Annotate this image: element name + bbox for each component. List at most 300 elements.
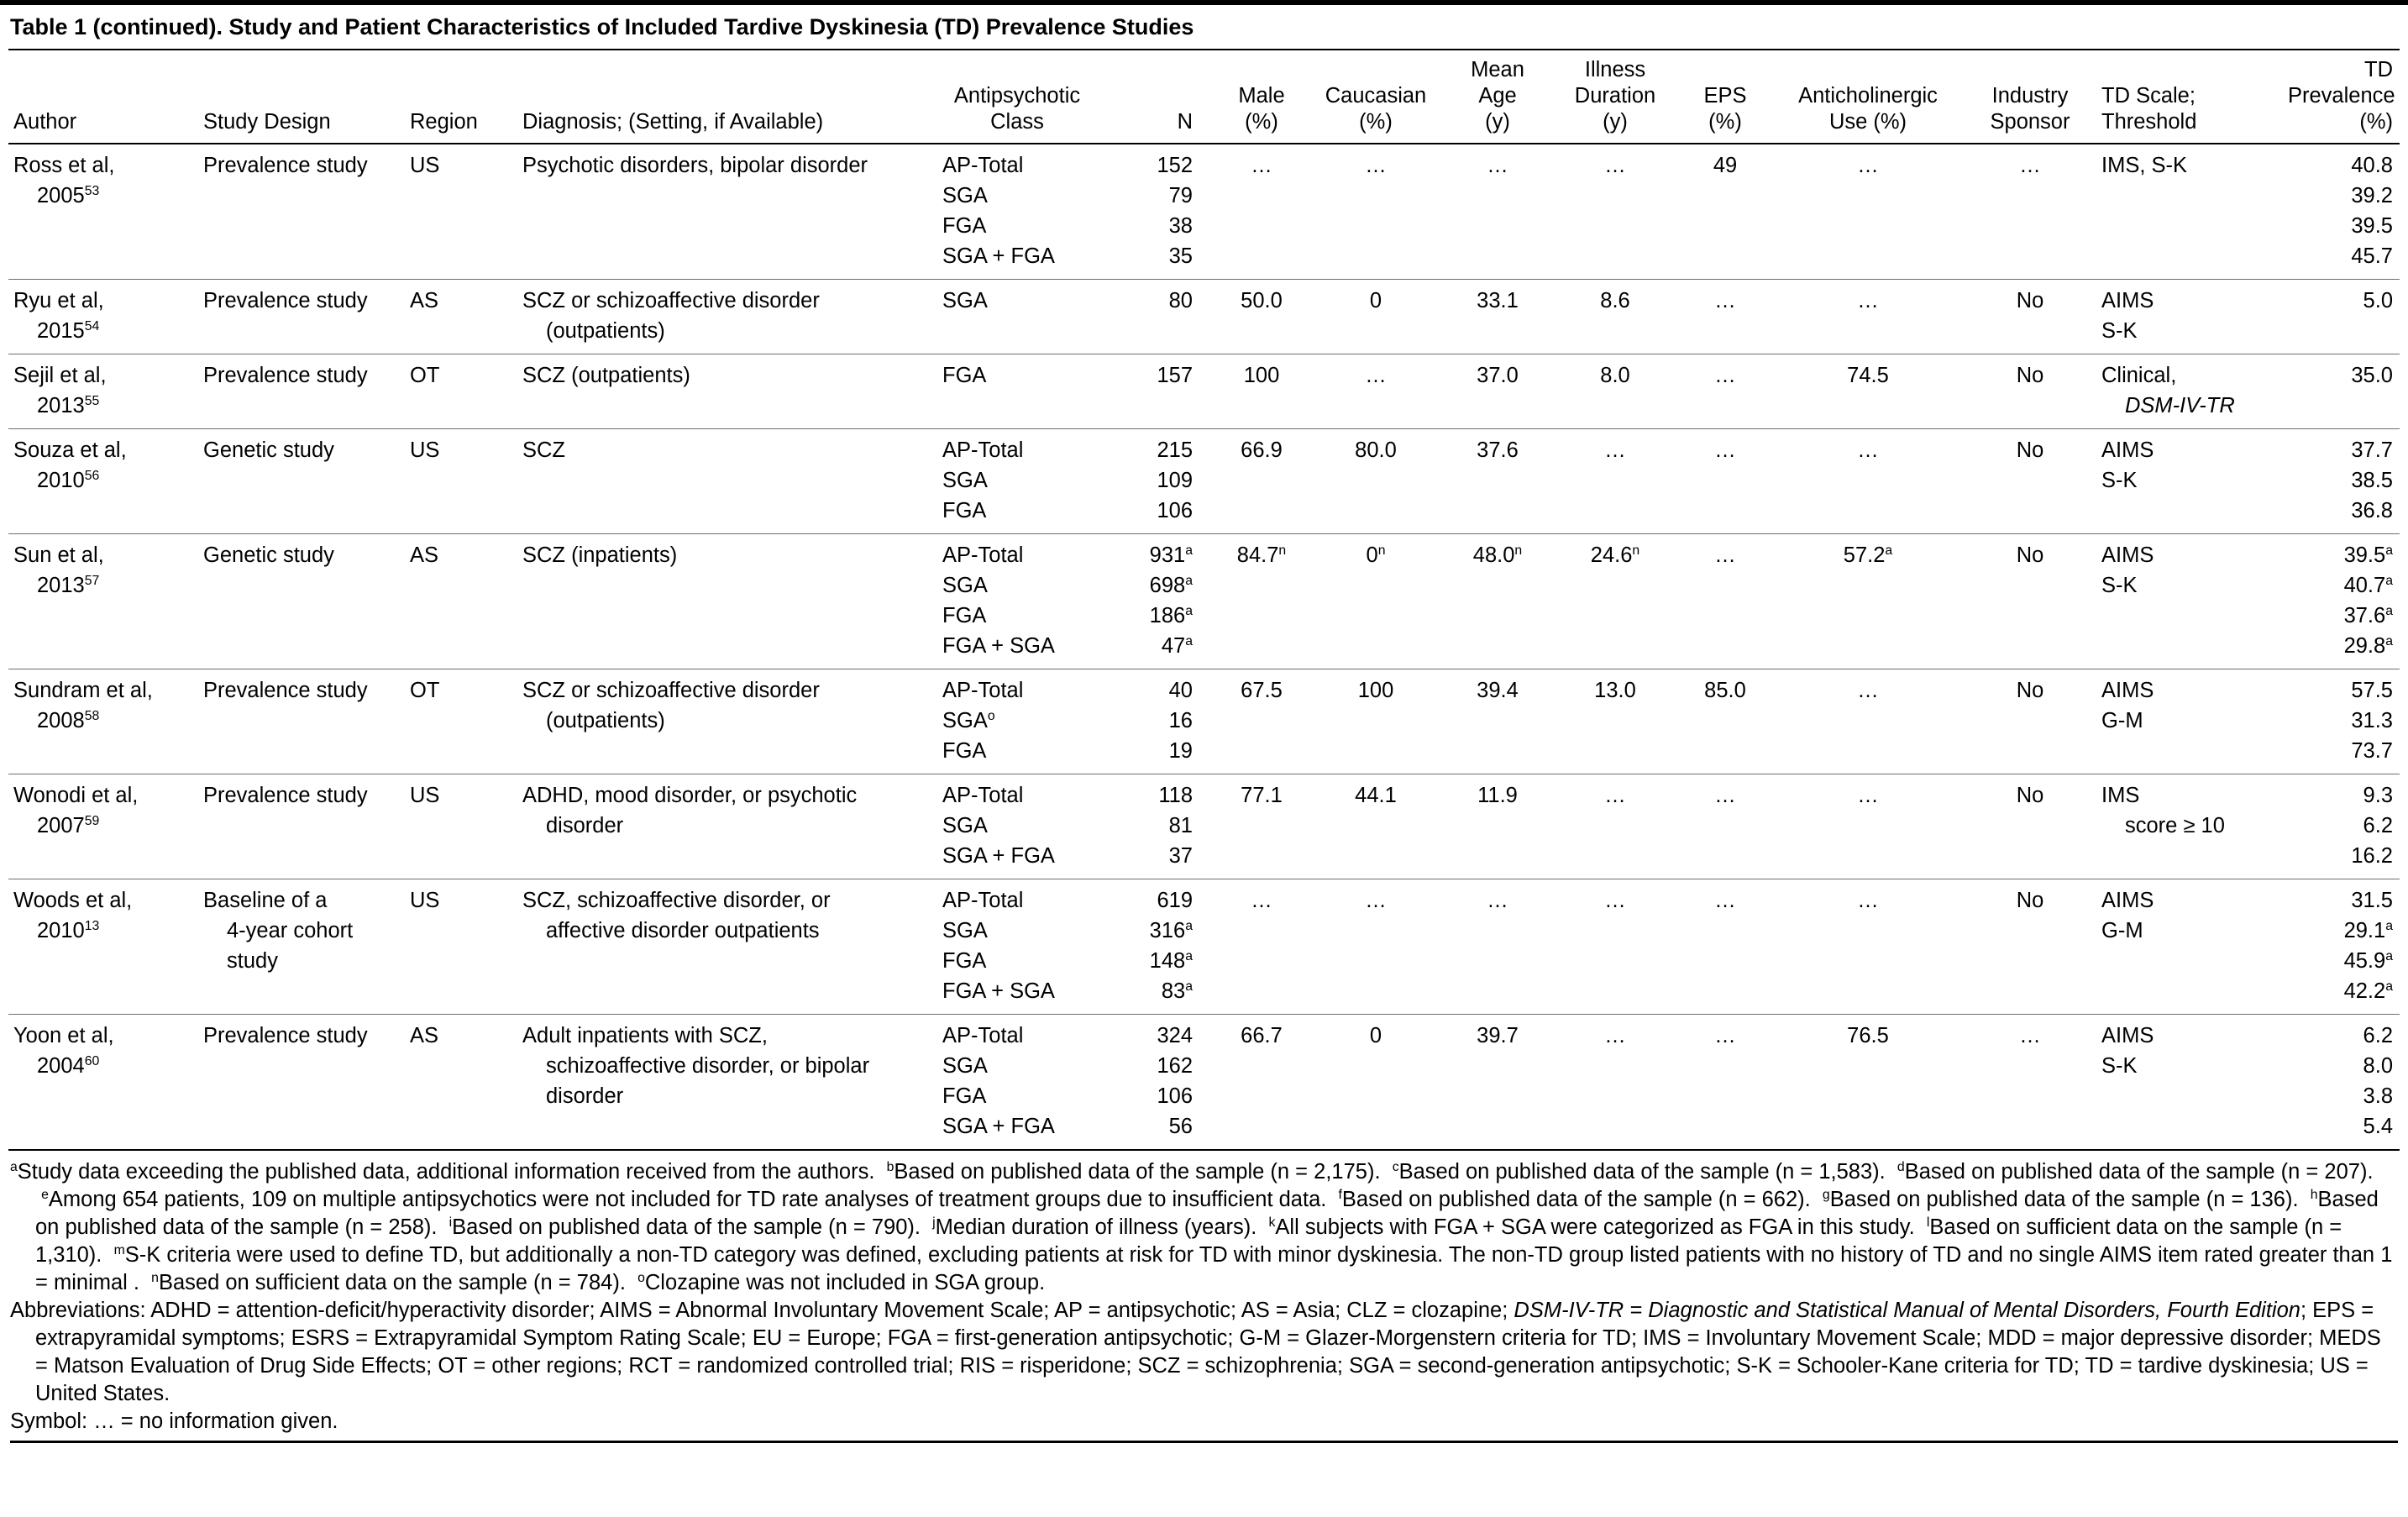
cell-ap-class [937,144,1097,280]
cell-mean-age [1443,534,1552,669]
cell-line: ADHD, mood disorder, or psychotic [522,784,858,807]
cell-region [405,429,517,534]
cell-n [1097,669,1214,774]
table-title: Table 1 (continued). Study and Patient Characteristics of Included Tardive Dyskinesia (TD) Prevalence Studies [8,5,2400,50]
cell-industry [1964,354,2096,429]
cell-line: Prevalence study [203,154,368,177]
cell-caucasian [1309,879,1443,1015]
cell-industry [1964,1015,2096,1151]
cell-line: 47$^a$ [1161,634,1193,658]
cell-line: TD Scale; [2101,84,2196,108]
cell-line: disorder [546,814,624,837]
cell-line: IMS [2101,784,2140,807]
cell-ap-class [937,534,1097,669]
cell-n [1097,280,1214,354]
cell-line: SCZ [522,438,565,462]
cell-line: 8.0 [1600,364,1630,387]
cell-caucasian [1309,534,1443,669]
cell-line: Wonodi et al, [13,784,139,807]
cell-td-scale [2096,144,2283,280]
cell-n [1097,144,1214,280]
cell-line: … [2019,154,2041,177]
cell-td-prevalence [2283,774,2400,879]
cell-td-prevalence [2283,879,2400,1015]
cell-line: Clinical, [2101,364,2177,387]
cell-line: Caucasian [1325,84,1427,108]
cell-line: 39.5$^a$ [2343,543,2393,567]
cell-line: AS [410,1024,439,1047]
cell-ap-class [937,354,1097,429]
cell-line: Class [990,110,1044,134]
cell-line: … [1251,154,1272,177]
cell-line: study [227,949,278,973]
cell-line: … [1714,889,1736,912]
cell-line: Genetic study [203,438,334,462]
cell-line: … [1714,784,1736,807]
cell-line: 39.4 [1477,679,1519,702]
column-header-anticholinergic [1772,50,1964,144]
column-header-design [198,50,405,144]
cell-line: 316$^a$ [1149,919,1193,942]
cell-line: 16 [1168,709,1193,732]
cell-line: Use (%) [1828,110,1907,134]
cell-line: AP-Total [942,154,1024,177]
cell-line: S-K [2101,1054,2138,1078]
cell-industry [1964,774,2096,879]
table-body [8,144,2400,1150]
cell-line: score ≥ 10 [2125,814,2225,837]
cell-line: 37.6$^a$ [2343,604,2393,627]
cell-illness-duration [1552,1015,1678,1151]
cell-line: 19 [1168,739,1193,763]
cell-line: SGA + FGA [942,1115,1055,1138]
table-header [8,50,2400,144]
cell-line: SGA [942,1054,988,1078]
cell-illness-duration [1552,774,1678,879]
cell-line: SGA [942,184,988,207]
cell-line: Threshold [2101,110,2197,134]
column-header-mean-age [1443,50,1552,144]
column-header-industry [1964,50,2096,144]
cell-design [198,144,405,280]
cell-design [198,534,405,669]
cell-line: 79 [1168,184,1193,207]
cell-line: Yoon et al, [13,1024,114,1047]
cell-td-prevalence [2283,669,2400,774]
cell-line: No [2016,679,2044,702]
cell-line: SCZ (outpatients) [522,364,690,387]
cell-industry [1964,280,2096,354]
cell-line: 152 [1157,154,1193,177]
column-header-td-scale [2096,50,2283,144]
cell-line: 2010$^{13}$ [37,919,100,942]
cell-line: Duration [1574,84,1656,108]
cell-line: … [1604,889,1626,912]
cell-diagnosis [517,534,937,669]
study-row-7 [8,774,2400,879]
cell-td-prevalence [2283,144,2400,280]
cell-design [198,879,405,1015]
cell-line: 2015$^{54}$ [37,319,100,343]
cell-line: … [1487,154,1508,177]
cell-illness-duration [1552,669,1678,774]
cell-line: Illness [1584,58,1646,81]
cell-line: Sponsor [1990,110,2070,134]
cell-line: FGA [942,499,987,522]
cell-line: 49 [1713,154,1738,177]
cell-region [405,280,517,354]
cell-region [405,1015,517,1151]
cell-line: Ryu et al, [13,289,104,312]
cell-line: AP-Total [942,784,1024,807]
cell-anticholinergic [1772,1015,1964,1151]
cell-td-scale [2096,879,2283,1015]
cell-line: AS [410,289,439,312]
cell-eps [1678,354,1772,429]
cell-line: … [1251,889,1272,912]
cell-mean-age [1443,774,1552,879]
cell-design [198,774,405,879]
cell-line: SGA + FGA [942,244,1055,268]
cell-industry [1964,144,2096,280]
cell-line: No [2016,438,2044,462]
cell-line: AIMS [2101,1024,2154,1047]
cell-line: AIMS [2101,543,2154,567]
cell-line: (%) [1359,110,1393,134]
cell-line: Sun et al, [13,543,104,567]
cell-line: 2008$^{58}$ [37,709,100,732]
cell-line: 100 [1357,679,1394,702]
cell-industry [1964,429,2096,534]
cell-eps [1678,669,1772,774]
cell-line: 36.8 [2351,499,2393,522]
cell-line: (y) [1485,110,1510,134]
cell-line: Sundram et al, [13,679,153,702]
cell-line: … [1714,543,1736,567]
cell-line: Region [410,110,478,134]
cell-line: 40.8 [2351,154,2393,177]
cell-line: 42.2$^a$ [2343,979,2393,1003]
cell-illness-duration [1552,879,1678,1015]
cell-caucasian [1309,429,1443,534]
cell-line: … [1365,154,1387,177]
cell-line: … [1857,289,1879,312]
column-header-n [1097,50,1214,144]
cell-line: affective disorder outpatients [546,919,820,942]
cell-line: 29.1$^a$ [2343,919,2393,942]
cell-line: 698$^a$ [1149,574,1193,597]
cell-line: Baseline of a [203,889,328,912]
cell-line: SCZ, schizoaffective disorder, or [522,889,831,912]
cell-line: AP-Total [942,1024,1024,1047]
cell-eps [1678,1015,1772,1151]
cell-line: 5.4 [2363,1115,2393,1138]
cell-region [405,879,517,1015]
cell-eps [1678,429,1772,534]
cell-td-prevalence [2283,534,2400,669]
cell-line: Adult inpatients with SCZ, [522,1024,768,1047]
cell-design [198,1015,405,1151]
cell-line: FGA [942,1084,987,1108]
cell-line: 57.2$^a$ [1843,543,1893,567]
cell-line: 109 [1157,469,1193,492]
cell-line: 148$^a$ [1149,949,1193,973]
cell-td-scale [2096,280,2283,354]
cell-line: 40.7$^a$ [2343,574,2393,597]
cell-line: Prevalence study [203,784,368,807]
cell-author [8,534,198,669]
cell-line: 6.2 [2363,1024,2393,1047]
cell-line: 2004$^{60}$ [37,1054,100,1078]
cell-line: Diagnosis; (Setting, if Available) [522,110,824,134]
cell-male [1214,534,1309,669]
cell-line: 157 [1157,364,1193,387]
cell-line: 39.5 [2351,214,2393,238]
cell-region [405,534,517,669]
column-header-author [8,50,198,144]
cell-caucasian [1309,280,1443,354]
column-header-td-prevalence [2283,50,2400,144]
cell-n [1097,354,1214,429]
cell-line: 118 [1158,784,1193,807]
cell-male [1214,774,1309,879]
cell-line: US [410,889,440,912]
cell-eps [1678,774,1772,879]
cell-line: 11.9 [1477,784,1518,807]
cell-line: 186$^a$ [1149,604,1193,627]
cell-line: 76.5 [1847,1024,1889,1047]
cell-td-scale [2096,669,2283,774]
cell-mean-age [1443,879,1552,1015]
cell-line: 77.1 [1241,784,1283,807]
cell-line: 80.0 [1355,438,1397,462]
cell-line: 16.2 [2351,844,2393,868]
cell-line: S-K [2101,469,2138,492]
cell-line: … [1714,364,1736,387]
cell-line: OT [410,679,440,702]
cell-eps [1678,879,1772,1015]
study-row-5 [8,534,2400,669]
cell-design [198,429,405,534]
cell-line: … [1857,679,1879,702]
cell-line: No [2016,543,2044,567]
cell-line: US [410,784,440,807]
cell-line: Souza et al, [13,438,127,462]
cell-line: DSM-IV-TR [2125,394,2235,417]
cell-ap-class [937,1015,1097,1151]
cell-line: … [1857,438,1879,462]
column-header-ap-class [937,50,1097,144]
cell-line: 38.5 [2351,469,2393,492]
cell-eps [1678,280,1772,354]
study-row-1 [8,144,2400,280]
cell-line: (%) [1708,110,1742,134]
cell-diagnosis [517,280,937,354]
cell-line: 44.1 [1355,784,1397,807]
study-row-3 [8,354,2400,429]
cell-td-prevalence [2283,1015,2400,1151]
cell-line: SCZ (inpatients) [522,543,678,567]
cell-line: 29.8$^a$ [2343,634,2393,658]
cell-line: SGA [942,814,988,837]
cell-line: US [410,154,440,177]
cell-line: No [2016,889,2044,912]
cell-male [1214,1015,1309,1151]
cell-mean-age [1443,429,1552,534]
cell-illness-duration [1552,429,1678,534]
cell-line: 80 [1168,289,1193,312]
cell-anticholinergic [1772,774,1964,879]
cell-eps [1678,534,1772,669]
cell-td-prevalence [2283,354,2400,429]
cell-illness-duration [1552,144,1678,280]
cell-line: … [1714,438,1736,462]
cell-line: … [1857,889,1879,912]
cell-line: Anticholinergic [1798,84,1938,108]
cell-ap-class [937,280,1097,354]
cell-mean-age [1443,669,1552,774]
cell-line: FGA [942,364,987,387]
cell-line: SCZ or schizoaffective disorder [522,289,820,312]
cell-line: SGA [942,574,988,597]
cell-line: … [1365,364,1387,387]
cell-line: 37 [1168,844,1193,868]
cell-design [198,280,405,354]
cell-line: 84.7$^n$ [1236,543,1287,567]
cell-line: Prevalence study [203,289,368,312]
cell-line: SGA [942,919,988,942]
cell-n [1097,1015,1214,1151]
column-header-region [405,50,517,144]
cell-diagnosis [517,879,937,1015]
cell-region [405,669,517,774]
cell-n [1097,879,1214,1015]
cell-line: N [1177,110,1193,134]
cell-td-prevalence [2283,429,2400,534]
cell-line: 100 [1243,364,1280,387]
cell-line: Psychotic disorders, bipolar disorder [522,154,868,177]
cell-mean-age [1443,354,1552,429]
cell-caucasian [1309,354,1443,429]
cell-line: FGA [942,214,987,238]
column-header-caucasian [1309,50,1443,144]
cell-line: 324 [1157,1024,1193,1047]
cell-line: … [1714,289,1736,312]
cell-line: 2007$^{59}$ [37,814,100,837]
cell-ap-class [937,879,1097,1015]
cell-industry [1964,534,2096,669]
cell-line: Mean [1471,58,1524,81]
cell-diagnosis [517,1015,937,1151]
cell-male [1214,879,1309,1015]
cell-male [1214,669,1309,774]
cell-line: Prevalence study [203,364,368,387]
study-row-6 [8,669,2400,774]
cell-line: OT [410,364,440,387]
cell-line: 48.0$^n$ [1472,543,1523,567]
cell-line: 5.0 [2363,289,2393,312]
cell-mean-age [1443,144,1552,280]
cell-ap-class [937,774,1097,879]
cell-line: FGA [942,949,987,973]
cell-line: 13.0 [1594,679,1636,702]
cell-male [1214,280,1309,354]
cell-line: 0 [1369,1024,1382,1047]
cell-line: AIMS [2101,438,2154,462]
cell-diagnosis [517,669,937,774]
cell-region [405,144,517,280]
cell-line: 38 [1168,214,1193,238]
cell-caucasian [1309,774,1443,879]
cell-line: (outpatients) [546,319,665,343]
cell-author [8,354,198,429]
cell-anticholinergic [1772,879,1964,1015]
abbreviations-text: Abbreviations: ADHD = attention-deficit/hyperactivity disorder; AIMS = Abnormal Involuntary Movement Scale; AP = antipsychotic; AS = Asia; CLZ = clozapine; DSM-IV-TR = Diagnostic and Statistical Manual of Mental Disorders, Fourth Edition; EPS = extrapyramidal symptoms; ESRS = Extrapyramidal Symptom Rating Scale; EU = Europe; FGA = first-generation antipsychotic; G-M = Glazer-Morgenstern criteria for TD; IMS = Involuntary Movement Scale; MDD = major depressive disorder; MEDS = Matson Evaluation of Drug Side Effects; OT = other regions; RCT = randomized controlled trial; RIS = risperidone; SCZ = schizophrenia; SGA = second-generation antipsychotic; S-K = Schooler-Kane criteria for TD; TD = tardive dyskinesia; US = United States. [10,1299,2381,1405]
symbol-note: Symbol: … = no information given. [10,1408,2398,1443]
cell-design [198,354,405,429]
cell-td-prevalence [2283,280,2400,354]
cell-eps [1678,144,1772,280]
cell-n [1097,534,1214,669]
table-header-row [8,50,2400,144]
cell-line: 50.0 [1241,289,1283,312]
cell-author [8,774,198,879]
cell-mean-age [1443,1015,1552,1151]
cell-line: Male [1238,84,1285,108]
cell-n [1097,774,1214,879]
study-row-9 [8,1015,2400,1151]
cell-line: 9.3 [2363,784,2393,807]
cell-line: S-K [2101,574,2138,597]
cell-industry [1964,879,2096,1015]
cell-line: 67.5 [1241,679,1283,702]
cell-caucasian [1309,144,1443,280]
cell-line: … [1714,1024,1736,1047]
cell-line: 0$^n$ [1366,543,1386,567]
cell-illness-duration [1552,280,1678,354]
cell-n [1097,429,1214,534]
cell-line: SGA [942,289,988,312]
cell-anticholinergic [1772,144,1964,280]
cell-line: 45.9$^a$ [2343,949,2393,973]
cell-line: 2010$^{56}$ [37,469,100,492]
cell-line: … [1857,784,1879,807]
cell-line: No [2016,364,2044,387]
cell-line: Prevalence study [203,679,368,702]
cell-td-scale [2096,534,2283,669]
cell-line: … [1487,889,1508,912]
cell-male [1214,429,1309,534]
cell-line: (outpatients) [546,709,665,732]
cell-line: G-M [2101,709,2143,732]
cell-line: EPS [1703,84,1747,108]
cell-line: 39.7 [1477,1024,1519,1047]
cell-line: Industry [1991,84,2069,108]
cell-line: SGA + FGA [942,844,1055,868]
cell-line: 31.5 [2351,889,2393,912]
cell-line: Author [13,110,77,134]
cell-anticholinergic [1772,429,1964,534]
cell-line: 39.2 [2351,184,2393,207]
cell-line: … [1857,154,1879,177]
cell-line: 35 [1168,244,1193,268]
cell-line: (%) [1245,110,1278,134]
cell-line: 2013$^{55}$ [37,394,100,417]
cell-line: SCZ or schizoaffective disorder [522,679,820,702]
cell-author [8,1015,198,1151]
cell-author [8,879,198,1015]
cell-line: 106 [1157,1084,1193,1108]
